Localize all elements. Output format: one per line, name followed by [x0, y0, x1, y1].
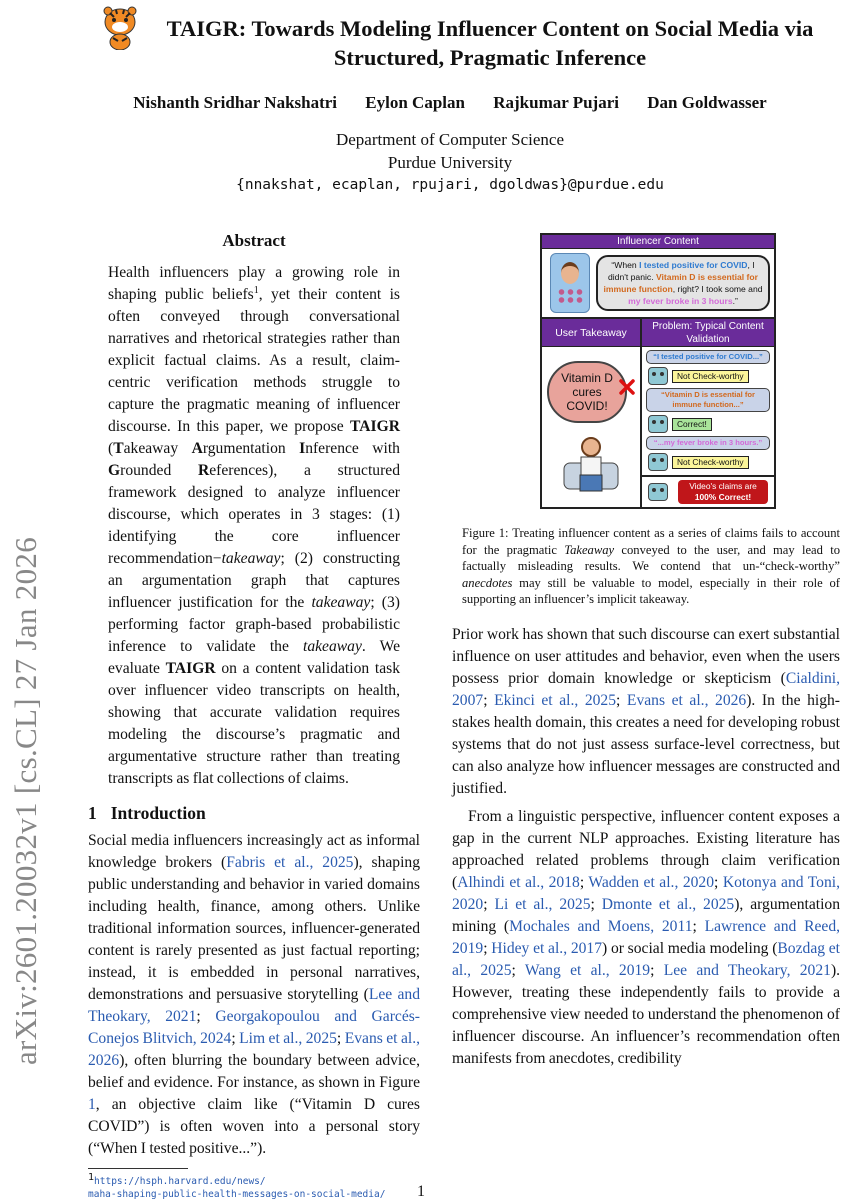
text-run: may still be valuable to model, especially in their role of supporting an influencer’s implicit takeaway.	[462, 575, 840, 607]
verdict-row	[648, 367, 770, 385]
author: Dan Goldwasser	[647, 93, 767, 112]
quote-highlight-pink: my fever broke in 3 hours	[628, 296, 733, 306]
text-run: ). However, treating these independently fails to provide a comprehensive view needed to understand the phenomenon of influencer discourse. An influencer’s recommendation often manifests from anecdotes, credibility	[452, 961, 841, 1067]
claim-box: “I tested positive for COVID...”	[646, 350, 770, 364]
text-run: ;	[196, 1008, 216, 1025]
text-run: , an objective claim like (“Vitamin D cures COVID”) is often woven into a personal story (“When I tested positive...”).	[88, 1096, 420, 1157]
citation-link[interactable]: Li et al., 2025	[494, 895, 591, 913]
verdict-label: Not Check-worthy	[672, 456, 749, 469]
text-run: ), argumentation mining (	[452, 895, 841, 935]
influencer-quote-bubble	[596, 255, 770, 311]
quote-highlight-orange: Vitamin D is essential for immune function	[603, 272, 759, 294]
robot-icon	[648, 453, 668, 471]
quote-text: , I didn't panic.	[607, 260, 755, 282]
intro-paragraph	[452, 624, 840, 800]
citation-link[interactable]: Ekinci et al., 2025	[494, 691, 617, 709]
text-run: rgumentation	[202, 440, 300, 457]
text-run: TAIGR	[165, 660, 216, 677]
text-run: conveyed to the user, and may lead to factually misleading results. We contend that un-“check-worthy”	[462, 542, 840, 574]
page-number: 1	[417, 1183, 425, 1200]
tiger-logo-icon	[96, 4, 144, 50]
citation-link[interactable]: Kotonya and Toni, 2020	[452, 873, 841, 913]
text-run: A	[191, 440, 203, 457]
intro-paragraph	[88, 830, 420, 1160]
section-title: Introduction	[110, 803, 206, 823]
text-run: takeaway	[221, 550, 281, 567]
text-run: ) or social media modeling (	[602, 939, 778, 957]
thought-cloud: Vitamin D cures COVID!	[547, 361, 627, 423]
citation-link[interactable]: Dmonte et al., 2025	[601, 895, 735, 913]
influencer-content-panel	[542, 249, 774, 319]
text-run: TAIGR	[350, 418, 400, 435]
text-run: ; (3) performing factor graph-based probabilistic inference to validate the	[108, 594, 400, 655]
text-run: ;	[511, 961, 525, 979]
verdict-row	[648, 415, 770, 433]
text-run: . We evaluate	[108, 638, 400, 677]
text-run: nference with	[305, 440, 400, 457]
text-run: G	[108, 462, 121, 479]
text-run: ;	[483, 691, 495, 709]
text-run: ). In the high-stakes health domain, this creates a need for developing robust systems that do not just assess surface-level correctness, but can also analyze how influencer messages are constructed and justified.	[452, 691, 840, 797]
text-run: rounded	[120, 462, 198, 479]
verdict-row	[648, 453, 770, 471]
author: Rajkumar Pujari	[493, 93, 619, 112]
text-run: ; (2) constructing an argumentation graph that captures influencer justification for the	[108, 550, 400, 611]
footnote-url[interactable]	[88, 1171, 420, 1200]
text-run: ;	[579, 873, 589, 891]
robot-icon	[648, 415, 668, 433]
phone-influencer-icon	[550, 253, 590, 313]
text-run: on a content validation task over influencer video transcripts on health, showing that accurate validation requires modeling the discourse’s pragmatic and argumentative structure rather than treating transcripts as flat collections of claims.	[108, 660, 401, 787]
citation-link[interactable]: Fabris et al., 2025	[226, 854, 354, 871]
text-run: ;	[714, 873, 723, 891]
text-run: ;	[616, 691, 627, 709]
author: Nishanth Sridhar Nakshatri	[133, 93, 338, 112]
citation-link[interactable]: Bozdag et al., 2025	[452, 939, 841, 979]
arxiv-identifier[interactable]: arXiv:2601.20032v1 [cs.CL] 27 Jan 2026	[8, 536, 43, 1065]
text-run: Figure 1: Treating influencer content as a series of claims fails to account for the pragmatic	[462, 526, 840, 557]
thought-cloud-wrap	[547, 361, 635, 423]
final-verdict-line: Video's claims are	[689, 481, 757, 491]
author-list	[60, 93, 840, 113]
quote-highlight-blue: I tested positive for COVID	[639, 260, 748, 270]
text-run: anecdotes	[462, 575, 513, 590]
citation-link[interactable]: Cialdini, 2007	[452, 669, 840, 709]
citation-link[interactable]: 1	[88, 1096, 96, 1113]
text-run: ;	[483, 895, 495, 913]
figure-caption	[462, 525, 840, 608]
quote-text: .”	[732, 296, 738, 306]
university: Purdue University	[387, 153, 513, 172]
citation-link[interactable]: Evans et al., 2026	[88, 1030, 420, 1069]
claim-box: “Vitamin D is essential for immune function...”	[646, 388, 770, 412]
text-run: ;	[336, 1030, 345, 1047]
text-run: (	[108, 440, 114, 457]
text-run: Prior work has shown that such discourse can exert substantial influence on user attitudes and behavior, even when the users possess prior domain knowledge or skepticism (	[452, 625, 840, 687]
text-run: eferences), a structured framework designed to analyze influencer discourse, which operates in 3 stages: (1) identifying the core influencer recommendation−	[108, 462, 400, 567]
text-run: ), often blurring the boundary between advice, belief and evidence. For instance, as shown in Figure	[88, 1052, 420, 1091]
text-run: T	[113, 440, 124, 457]
paper-title	[150, 14, 830, 72]
text-run: takeaway	[302, 638, 362, 655]
abstract-body	[108, 262, 400, 790]
title-line-2: Structured, Pragmatic Inference	[333, 45, 647, 70]
citation-link[interactable]: Evans et al., 2026	[626, 691, 747, 709]
verdict-label: Not Check-worthy	[672, 370, 749, 383]
left-column	[88, 230, 421, 1200]
footnote-mark: 1	[88, 1171, 95, 1183]
user-on-couch-icon	[562, 433, 620, 493]
footnote-mark[interactable]: 1	[253, 284, 259, 296]
right-column-text	[452, 624, 840, 1070]
robot-icon	[648, 483, 668, 501]
text-run: Health influencers play a growing role in shaping public beliefs	[108, 264, 400, 303]
right-column	[452, 233, 840, 1070]
author: Eylon Caplan	[365, 93, 465, 112]
text-run: ;	[231, 1030, 240, 1047]
citation-link[interactable]: Lee and Theokary, 2021	[663, 961, 831, 979]
citation-link[interactable]: Wadden et al., 2020	[588, 873, 715, 891]
intro-paragraph	[452, 806, 840, 1070]
citation-link[interactable]: Lim et al., 2025	[239, 1030, 337, 1047]
author-emails: {nnakshat, ecaplan, rpujari, dgoldwas}@purdue.edu	[236, 177, 664, 193]
text-run: ;	[483, 939, 492, 957]
text-run: ;	[590, 895, 602, 913]
text-run: ), shaping public understanding and behavior in varied domains including health, finance, among others. Unlike traditional information sources, influencer-generated content is rarely presented as just factual reporting; instead, it is embedded in personal narratives, demonstrations and persuasive storytelling (	[88, 854, 421, 1003]
text-run: R	[198, 462, 210, 479]
citation-link[interactable]: Hidey et al., 2017	[491, 939, 603, 957]
footnote-rule	[88, 1168, 188, 1169]
affiliation	[60, 128, 840, 197]
user-takeaway-panel	[542, 319, 642, 507]
quote-text: “When	[611, 260, 640, 270]
final-verdict-line: 100% Correct!	[694, 492, 752, 502]
abstract-heading: Abstract	[222, 231, 286, 250]
content-validation-panel	[642, 319, 774, 507]
user-takeaway-header: User Takeaway	[542, 319, 640, 347]
text-run: , yet their content is often conveyed through conversational narratives and rhetorical strategies rather than explicit factual claims. As a result, claim-centric verification methods struggle to capture the pragmatic meaning of influencer discourse. In this paper, we propose	[108, 286, 400, 435]
citation-link[interactable]: Mochales and Moens, 2011	[509, 917, 693, 935]
citation-link[interactable]: Georgakopoulou and Garcés-Conejos Blitvich, 2024	[88, 1008, 420, 1047]
text-run: ;	[692, 917, 705, 935]
citation-link[interactable]: Wang et al., 2019	[524, 961, 651, 979]
text-run: I	[299, 440, 306, 457]
text-run: takeaway	[311, 594, 371, 611]
department: Department of Computer Science	[335, 130, 564, 149]
text-run: Takeaway	[564, 542, 615, 557]
footnote-url-line[interactable]: maha-shaping-public-health-messages-on-social-media/	[88, 1189, 386, 1200]
section-heading-introduction	[88, 802, 420, 824]
text-run: Social media influencers increasingly act as informal knowledge brokers (	[88, 832, 420, 871]
final-verdict-box	[678, 480, 768, 504]
influencer-content-header: Influencer Content	[542, 235, 774, 249]
figure-lower-panel	[542, 319, 774, 507]
title-line-1: TAIGR: Towards Modeling Influencer Content on Social Media via	[166, 16, 814, 41]
citation-link[interactable]: Lawrence and Reed, 2019	[452, 917, 841, 957]
final-verdict-panel	[642, 475, 774, 507]
text-run: akeaway	[123, 440, 192, 457]
text-run: From a linguistic perspective, influencer content exposes a gap in the current NLP approaches. Existing literature has approached related problems through claim verification (	[452, 807, 840, 891]
verdict-label: Correct!	[672, 418, 712, 431]
figure-1	[540, 233, 776, 509]
claim-box: “...my fever broke in 3 hours.”	[646, 436, 770, 450]
problem-header: Problem: Typical Content Validation	[642, 319, 774, 347]
quote-text: , right? I took some and	[672, 284, 763, 294]
footnote-url-line[interactable]: https://hsph.harvard.edu/news/	[94, 1176, 266, 1187]
robot-icon	[648, 367, 668, 385]
section-number: 1	[88, 803, 97, 823]
citation-link[interactable]: Lee and Theokary, 2021	[88, 986, 420, 1025]
cross-icon	[619, 379, 635, 395]
text-run: ;	[650, 961, 664, 979]
citation-link[interactable]: Alhindi et al., 2018	[457, 873, 580, 891]
footnote	[88, 1160, 420, 1200]
